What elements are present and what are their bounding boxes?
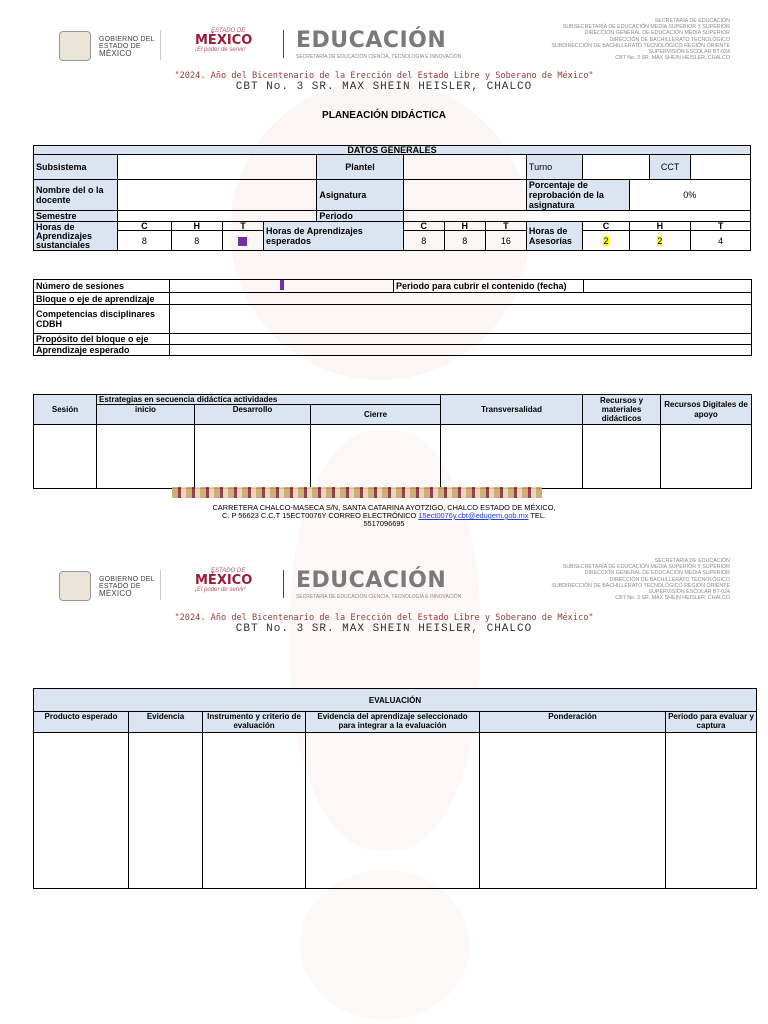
proposito-value <box>170 334 752 345</box>
table-row <box>34 733 757 889</box>
evidencia-sel-header: Evidencia del aprendizaje seleccionado para integrar a la evaluación <box>306 712 480 733</box>
desarrollo-header: Desarrollo <box>195 405 311 425</box>
horas-sust-label: Horas de Aprendizajes sustanciales <box>34 222 118 251</box>
producto-header: Producto esperado <box>34 712 129 733</box>
sust-c-value: 8 <box>118 231 171 251</box>
ases-c-cell <box>583 231 629 251</box>
col-h: H <box>444 222 485 231</box>
subsistema-value <box>118 155 317 180</box>
education-title: EDUCACIÓN <box>296 28 447 53</box>
gob-logo-text: GOBIERNO DEL ESTADO DE MÉXICO <box>99 576 155 598</box>
subsistema-label: Subsistema <box>34 155 118 180</box>
ases-h-value: 2 <box>657 235 663 246</box>
periodo-value <box>403 211 750 222</box>
state-seal-icon <box>59 571 91 601</box>
esp-h-value: 8 <box>444 231 485 251</box>
cell <box>34 733 129 889</box>
section-title: DATOS GENERALES <box>34 146 751 155</box>
col-t: T <box>485 222 526 231</box>
periodo-cubrir-value <box>584 280 752 293</box>
cell <box>129 733 203 889</box>
instrumento-header: Instrumento y criterio de evaluación <box>203 712 306 733</box>
aprendizaje-label: Aprendizaje esperado <box>34 345 170 356</box>
document-title: PLANEACIÓN DIDÁCTICA <box>322 110 446 121</box>
recursos-dig-header: Recursos Digitales de apoyo <box>661 395 752 425</box>
evaluation-table <box>33 688 757 889</box>
cell <box>480 733 666 889</box>
sesiones-label: Número de sesiones <box>34 280 170 293</box>
esp-t-value: 16 <box>485 231 526 251</box>
logo-divider <box>160 570 161 600</box>
footer-address: CARRETERA CHALCO-MASECA S/N, SANTA CATARINA AYOTZIGO, CHALCO ESTADO DE MÉXICO, <box>212 503 556 512</box>
gob-logo-text: GOBIERNO DEL ESTADO DE MÉXICO <box>99 36 155 58</box>
education-subtitle: SECRETARÍA DE EDUCACIÓN CIENCIA, TECNOLOGÍA E INNOVACIÓN <box>296 594 462 600</box>
plantel-label: Plantel <box>317 155 403 180</box>
porcentaje-label: Porcentaje de reprobación de la asignatura <box>526 180 629 211</box>
ases-c-value: 2 <box>603 235 609 246</box>
mexico-logo: ESTADO DE MÉXICO ¡El poder de servir! <box>195 28 253 53</box>
evidencia-header: Evidencia <box>129 712 203 733</box>
porcentaje-value: 0% <box>629 180 750 211</box>
block-table <box>33 279 752 356</box>
turno-label: Turno <box>526 155 582 180</box>
strategies-table <box>33 394 752 489</box>
proposito-label: Propósito del bloque o eje <box>34 334 170 345</box>
cell <box>441 425 583 489</box>
edu-divider <box>283 570 284 598</box>
cell <box>666 733 757 889</box>
inicio-header: inicio <box>97 405 195 425</box>
semestre-label: Semestre <box>34 211 118 222</box>
education-subtitle: SECRETARÍA DE EDUCACIÓN CIENCIA, TECNOLOGÍA E INNOVACIÓN <box>296 54 462 60</box>
sust-t-value <box>222 231 263 251</box>
bloque-value <box>170 293 752 305</box>
footer-cct: C. P 56623 C.C.T 15ECT0076Y CORREO ELECTRÓNICO <box>222 511 417 520</box>
decorative-border <box>172 487 542 498</box>
table-row <box>34 425 752 489</box>
competencias-value <box>170 305 752 334</box>
edu-divider <box>283 30 284 58</box>
periodo-cubrir-label: Periodo para cubrir el contenido (fecha) <box>394 280 584 293</box>
periodo-label: Periodo <box>317 211 403 222</box>
cell <box>203 733 306 889</box>
transversalidad-header: Transversalidad <box>441 395 583 425</box>
cierre-header: Cierre <box>311 405 441 425</box>
competencias-label: Competencias disciplinares CDBH <box>34 305 170 334</box>
sesion-header: Sesión <box>34 395 97 425</box>
school-name: CBT No. 3 SR. MAX SHEIN HEISLER, CHALCO <box>235 623 533 635</box>
institution-block: SECRETARÍA DE EDUCACIÓN SUBSECRETARÍA DE EDUCACIÓN MEDIA SUPERIOR Y SUPERIOR DIRECCIÓN GENERAL DE EDUCACIÓN MEDIA SUPERIOR DIRECCIÓN DE BACHILLERATO TECNOLÓGICO SUBDIRECCIÓN DE BACHILLERATO TECNOLÓGICO REGIÓN ORIENTE SUPERVISIÓN ESCOLAR BT-024 CBT No. 3 SR. MAX SHEIN HEISLER, CHALCO <box>551 18 730 62</box>
col-t: T <box>691 222 751 231</box>
ases-h-cell <box>629 231 691 251</box>
col-h: H <box>171 222 222 231</box>
asignatura-label: Asignatura <box>317 180 403 211</box>
aprendizaje-value <box>170 345 752 356</box>
col-t: T <box>222 222 263 231</box>
education-title: EDUCACIÓN <box>296 568 447 593</box>
cell <box>97 425 195 489</box>
institution-block: SECRETARÍA DE EDUCACIÓN SUBSECRETARÍA DE EDUCACIÓN MEDIA SUPERIOR Y SUPERIOR DIRECCIÓN GENERAL DE EDUCACIÓN MEDIA SUPERIOR DIRECCIÓN DE BACHILLERATO TECNOLÓGICO SUBDIRECCIÓN DE BACHILLERATO TECNOLÓGICO REGIÓN ORIENTE SUPERVISIÓN ESCOLAR BT-024 CBT No. 3 SR. MAX SHEIN HEISLER, CHALCO <box>551 558 730 602</box>
year-motto: "2024. Año del Bicentenario de la Erección del Estado Libre y Soberano de México" <box>174 71 594 81</box>
cct-label: CCT <box>650 155 691 180</box>
turno-value <box>583 155 650 180</box>
semestre-value <box>118 211 317 222</box>
cell <box>34 425 97 489</box>
cell <box>306 733 480 889</box>
docente-value <box>118 180 317 211</box>
evaluation-title: EVALUACIÓN <box>34 689 757 712</box>
periodo-eval-header: Periodo para evaluar y captura <box>666 712 757 733</box>
marker-icon <box>280 280 284 290</box>
estrategias-header: Estrategias en secuencia didáctica actividades <box>97 395 441 405</box>
cell <box>311 425 441 489</box>
cell <box>583 425 661 489</box>
watermark-shape <box>300 870 470 1020</box>
esp-c-value: 8 <box>403 231 444 251</box>
asignatura-value <box>403 180 526 211</box>
cell <box>661 425 752 489</box>
cell <box>195 425 311 489</box>
horas-ases-label: Horas de Asesorías <box>526 222 582 251</box>
school-name: CBT No. 3 SR. MAX SHEIN HEISLER, CHALCO <box>235 81 533 93</box>
state-seal-icon <box>59 31 91 61</box>
sust-h-value: 8 <box>171 231 222 251</box>
horas-esp-label: Horas de Aprendizajes esperados <box>264 222 404 251</box>
cct-value <box>691 155 751 180</box>
col-c: C <box>118 222 171 231</box>
ases-t-value: 4 <box>691 231 751 251</box>
docente-label: Nombre del o la docente <box>34 180 118 211</box>
page-footer <box>170 504 598 528</box>
footer-phone: 5517096695 <box>363 519 405 528</box>
logo-divider <box>160 30 161 60</box>
col-c: C <box>583 222 629 231</box>
plantel-value <box>403 155 526 180</box>
bloque-label: Bloque o eje de aprendizaje <box>34 293 170 305</box>
sesiones-value <box>170 280 394 293</box>
ponderacion-header: Ponderación <box>480 712 666 733</box>
marker-icon <box>238 237 247 246</box>
mexico-logo: ESTADO DE MÉXICO ¡El poder de servir! <box>195 568 253 593</box>
col-c: C <box>403 222 444 231</box>
year-motto: "2024. Año del Bicentenario de la Erección del Estado Libre y Soberano de México" <box>174 613 594 623</box>
footer-tel-label: TEL. <box>530 511 546 520</box>
recursos-mat-header: Recursos y materiales didácticos <box>583 395 661 425</box>
email-link[interactable]: 15ect0076y.cbt@edugem.gob.mx <box>418 511 529 520</box>
col-h: H <box>629 222 691 231</box>
general-data-table <box>33 145 751 251</box>
